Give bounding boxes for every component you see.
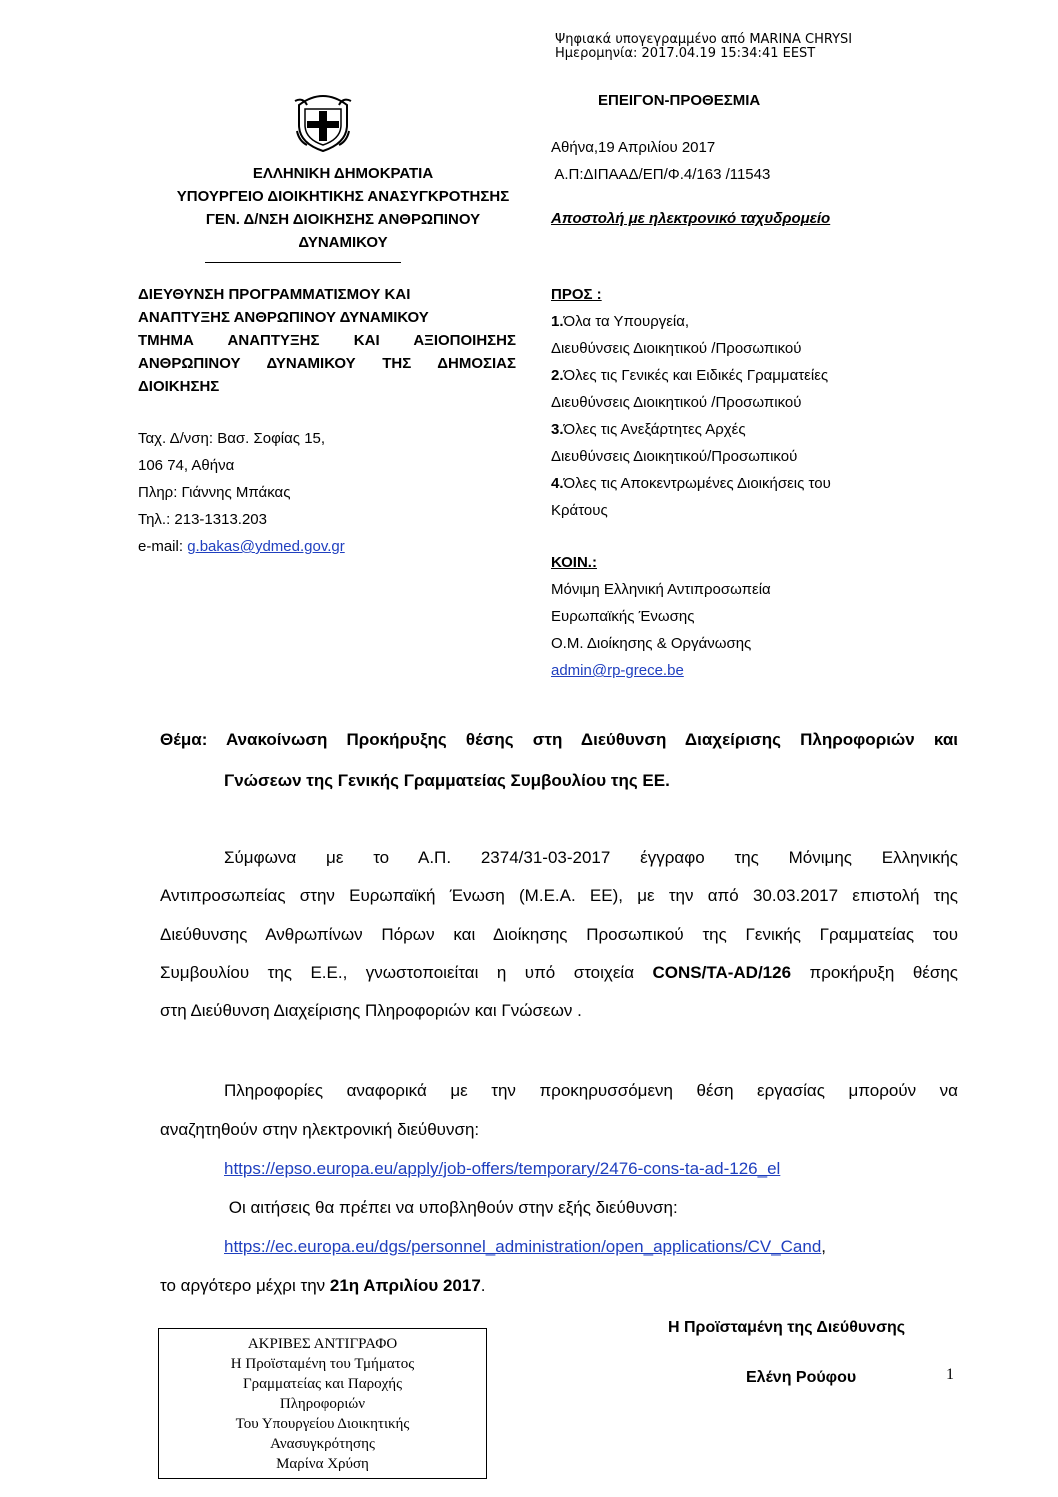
para2-line-1: Πληροφορίες αναφορικά με την προκηρυσσόμενη θέση εργασίας μπορούν να [224, 1081, 958, 1100]
subject-label: Θέμα: [160, 730, 208, 749]
stamp-line-3: Πληροφοριών [279, 1396, 366, 1412]
greek-coat-of-arms-emblem [293, 91, 353, 153]
subject-text-1: Ανακοίνωση Προκήρυξης θέσης στη Διεύθυνση Διαχείρισης Πληροφοριών και [225, 730, 958, 749]
stamp-line-5: Ανασυγκρότησης [270, 1436, 375, 1452]
digital-signature [555, 33, 852, 61]
document-protocol: Α.Π:ΔΙΠΑΑΔ/ΕΠ/Φ.4/163 /11543 [551, 166, 771, 183]
subject-line-1 [160, 730, 958, 750]
vacancy-reference: CONS/TA-AD/126 [652, 963, 792, 982]
directorate-line-2: ΑΝΑΠΤΥΞΗΣ ΑΝΘΡΩΠΙΝΟΥ ΔΥΝΑΜΙΚΟΥ [138, 309, 429, 326]
directorate-line-3: ΤΜΗΜΑ ΑΝΑΠΤΥΞΗΣ ΚΑΙ ΑΞΙΟΠΟΙΗΣΗΣ [138, 332, 516, 349]
para2-deadline: το αργότερο μέχρι την 21η Απριλίου 2017. [160, 1276, 486, 1295]
recipients-block [551, 281, 831, 524]
stamp-line-4: Του Υπουργείου Διοικητικής [235, 1416, 410, 1432]
stamp-line-2: Γραμματείας και Παροχής [242, 1376, 403, 1392]
stamp-line-6: Μαρίνα Χρύση [276, 1456, 369, 1472]
recipient-line: Διευθύνσεις Διοικητικού /Προσωπικού [551, 340, 802, 357]
urgency-label: ΕΠΕΙΓΟΝ-ΠΡΟΘΕΣΜΙΑ [598, 92, 761, 109]
cc-line-1: Μόνιμη Ελληνική Αντιπροσωπεία [551, 581, 771, 598]
cc-block [551, 549, 771, 684]
recipients-label: ΠΡΟΣ : [551, 286, 602, 303]
header-general-directorate-cont: ΔΥΝΑΜΙΚΟΥ [298, 234, 388, 251]
directorate-block [138, 283, 516, 398]
recipient-line: 1.Όλα τα Υπουργεία, [551, 313, 690, 330]
cc-line-2: Ευρωπαϊκής Ένωσης [551, 608, 695, 625]
signatory-role: Η Προϊσταμένη της Διεύθυνσης [668, 1319, 906, 1336]
para2-line-2: αναζητηθούν στην ηλεκτρονική διεύθυνση: [160, 1120, 480, 1139]
para1-line-5: στη Διεύθυνση Διαχείρισης Πληροφοριών και Γνώσεων . [160, 1001, 582, 1020]
stamp-line-1: Η Προϊσταμένη του Τμήματος [230, 1356, 415, 1372]
recipient-line: 2.Όλες τις Γενικές και Ειδικές Γραμματείες [551, 367, 829, 384]
delivery-method: Αποστολή με ηλεκτρονικό ταχυδρομείο [551, 210, 831, 227]
signature-line-2: Ημερομηνία: 2017.04.19 15:34:41 EEST [555, 46, 816, 61]
epso-job-offer-link[interactable]: https://epso.europa.eu/apply/job-offers/temporary/2476-cons-ta-ad-126_el [224, 1159, 781, 1178]
recipient-line: Κράτους [551, 502, 608, 519]
directorate-line-1: ΔΙΕΥΘΥΝΣΗ ΠΡΟΓΡΑΜΜΑΤΙΣΜΟΥ ΚΑΙ [138, 286, 411, 303]
cc-line-3: Ο.Μ. Διοίκησης & Οργάνωσης [551, 635, 752, 652]
recipient-line: 4.Όλες τις Αποκεντρωμένες Διοικήσεις του [551, 475, 831, 492]
signature-line-1: Ψηφιακά υπογεγραμμένο από MARINA CHRYSI [555, 32, 853, 47]
para1-line-4: Συμβουλίου της Ε.Ε., γνωστοποιείται η υπό στοιχεία CONS/TA-AD/126 προκήρυξη θέσης [160, 963, 958, 982]
contact-email-label: e-mail: [138, 538, 188, 555]
header-country: ΕΛΛΗΝΙΚΗ ΔΗΜΟΚΡΑΤΙΑ [252, 165, 434, 182]
ec-application-link[interactable]: https://ec.europa.eu/dgs/personnel_administration/open_applications/CV_Cand [224, 1237, 822, 1256]
contact-email-row [138, 533, 345, 560]
header-ministry: ΥΠΟΥΡΓΕΙΟ ΔΙΟΙΚΗΤΙΚΗΣ ΑΝΑΣΥΓΚΡΟΤΗΣΗΣ [176, 188, 510, 205]
header-divider [205, 262, 401, 263]
contact-city: 106 74, Αθήνα [138, 457, 235, 474]
application-url-row: https://ec.europa.eu/dgs/personnel_administration/open_applications/CV_Cand, [224, 1237, 827, 1256]
ministry-header [158, 162, 528, 254]
para1-line-1: Σύμφωνα με το Α.Π. 2374/31-03-2017 έγγραφο της Μόνιμης Ελληνικής [224, 848, 958, 867]
cc-email-link[interactable]: admin@rp-grece.be [551, 662, 684, 679]
document-date: Αθήνα,19 Απριλίου 2017 [551, 139, 716, 156]
recipient-line: 3.Όλες τις Ανεξάρτητες Αρχές [551, 421, 746, 438]
stamp-title: ΑΚΡΙΒΕΣ ΑΝΤΙΓΡΑΦΟ [247, 1336, 398, 1352]
deadline-date: 21η Απριλίου 2017 [329, 1276, 481, 1295]
signatory-name: Ελένη Ρούφου [746, 1369, 857, 1386]
cc-label: ΚΟΙΝ.: [551, 554, 597, 571]
contact-email-link[interactable]: g.bakas@ydmed.gov.gr [187, 538, 345, 555]
recipient-line: Διευθύνσεις Διοικητικού/Προσωπικού [551, 448, 798, 465]
contact-block [138, 425, 345, 560]
document-meta [551, 134, 770, 188]
contact-address: Ταχ. Δ/νση: Βασ. Σοφίας 15, [138, 430, 326, 447]
para1-line-3: Διεύθυνσης Ανθρωπίνων Πόρων και Διοίκησης Προσωπικού της Γενικής Γραμματείας του [160, 925, 958, 944]
header-general-directorate: ΓΕΝ. Δ/ΝΣΗ ΔΙΟΙΚΗΣΗΣ ΑΝΘΡΩΠΙΝΟΥ [205, 211, 481, 228]
certified-copy-stamp [158, 1328, 487, 1479]
para1-line-2: Αντιπροσωπείας στην Ευρωπαϊκή Ένωση (Μ.Ε.Α. ΕΕ), με την από 30.03.2017 επιστολή της [160, 886, 958, 905]
contact-info: Πληρ: Γιάννης Μπάκας [138, 484, 291, 501]
directorate-line-4: ΑΝΘΡΩΠΙΝΟΥ ΔΥΝΑΜΙΚΟΥ ΤΗΣ ΔΗΜΟΣΙΑΣ [138, 355, 516, 372]
page-number: 1 [946, 1366, 954, 1383]
contact-phone: Τηλ.: 213-1313.203 [138, 511, 267, 528]
para2-line-3: Οι αιτήσεις θα πρέπει να υποβληθούν στην εξής διεύθυνση: [224, 1198, 678, 1217]
directorate-line-5: ΔΙΟΙΚΗΣΗΣ [138, 378, 220, 395]
subject-text-2: Γνώσεων της Γενικής Γραμματείας Συμβουλίου της ΕΕ. [224, 771, 670, 790]
recipient-line: Διευθύνσεις Διοικητικού /Προσωπικού [551, 394, 802, 411]
